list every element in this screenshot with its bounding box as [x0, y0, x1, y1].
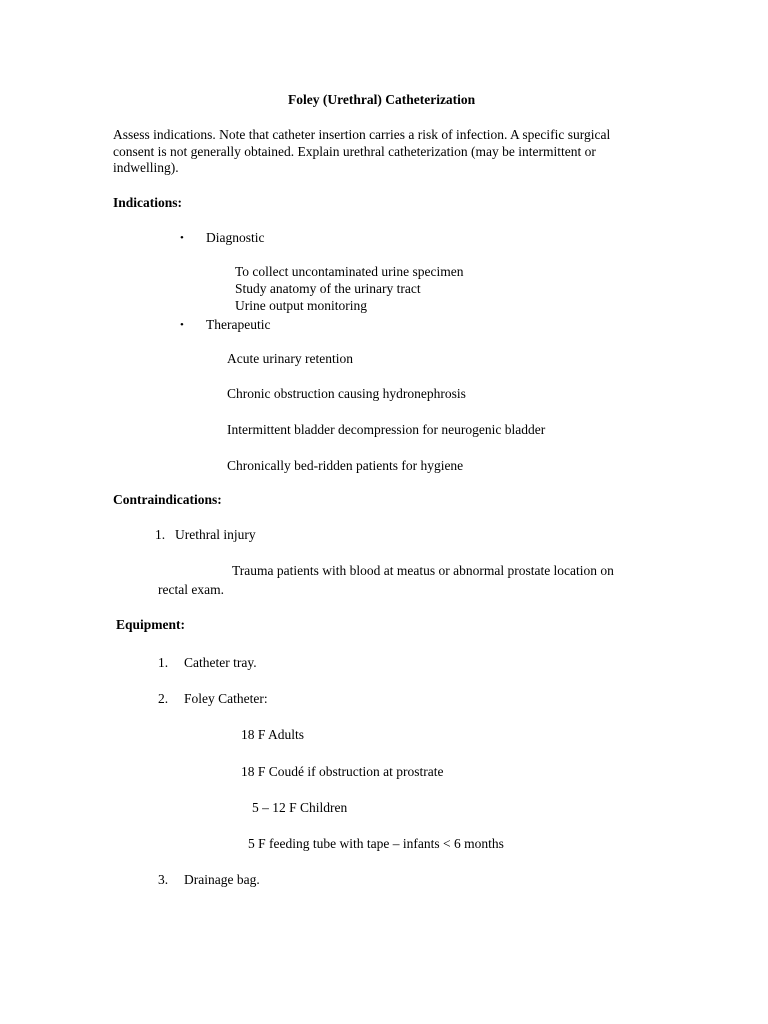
equipment-number: 2. — [158, 691, 169, 706]
equipment-item: Foley Catheter: — [184, 691, 268, 706]
contraindication-number: 1. — [155, 527, 166, 542]
equipment-number: 3. — [158, 872, 169, 887]
page-title: Foley (Urethral) Catheterization — [288, 92, 476, 107]
intro-line-2: consent is not generally obtained. Explain urethral catheterization (may be intermittent or — [113, 144, 596, 159]
intro-line-1: Assess indications. Note that catheter insertion carries a risk of infection. A specific surgical — [113, 127, 611, 142]
bullet-icon: • — [180, 232, 184, 244]
bullet-icon: • — [180, 319, 184, 331]
contraindication-label: Urethral injury — [175, 527, 256, 542]
therapeutic-item: Chronic obstruction causing hydronephrosis — [227, 386, 466, 401]
equipment-item: Catheter tray. — [184, 655, 257, 670]
catheter-size: 18 F Adults — [241, 727, 305, 742]
diagnostic-label: Diagnostic — [206, 230, 265, 245]
contraindication-detail-line-2: rectal exam. — [158, 582, 224, 597]
therapeutic-item: Intermittent bladder decompression for neurogenic bladder — [227, 422, 546, 437]
diagnostic-item: To collect uncontaminated urine specimen — [235, 264, 464, 279]
intro-line-3: indwelling). — [113, 160, 179, 175]
therapeutic-label: Therapeutic — [206, 317, 271, 332]
diagnostic-item: Study anatomy of the urinary tract — [235, 281, 421, 296]
contraindication-detail-line-1: Trauma patients with blood at meatus or abnormal prostate location on — [232, 563, 614, 578]
catheter-size: 5 F feeding tube with tape – infants < 6 months — [248, 836, 504, 851]
catheter-size: 18 F Coudé if obstruction at prostrate — [241, 764, 444, 779]
indications-heading: Indications: — [113, 195, 183, 210]
equipment-heading: Equipment: — [116, 617, 186, 632]
diagnostic-item: Urine output monitoring — [235, 298, 367, 313]
catheter-size: 5 – 12 F Children — [252, 800, 348, 815]
contraindications-heading: Contraindications: — [113, 492, 222, 507]
equipment-item: Drainage bag. — [184, 872, 260, 887]
therapeutic-item: Chronically bed-ridden patients for hygiene — [227, 458, 464, 473]
therapeutic-item: Acute urinary retention — [227, 351, 353, 366]
equipment-number: 1. — [158, 655, 169, 670]
